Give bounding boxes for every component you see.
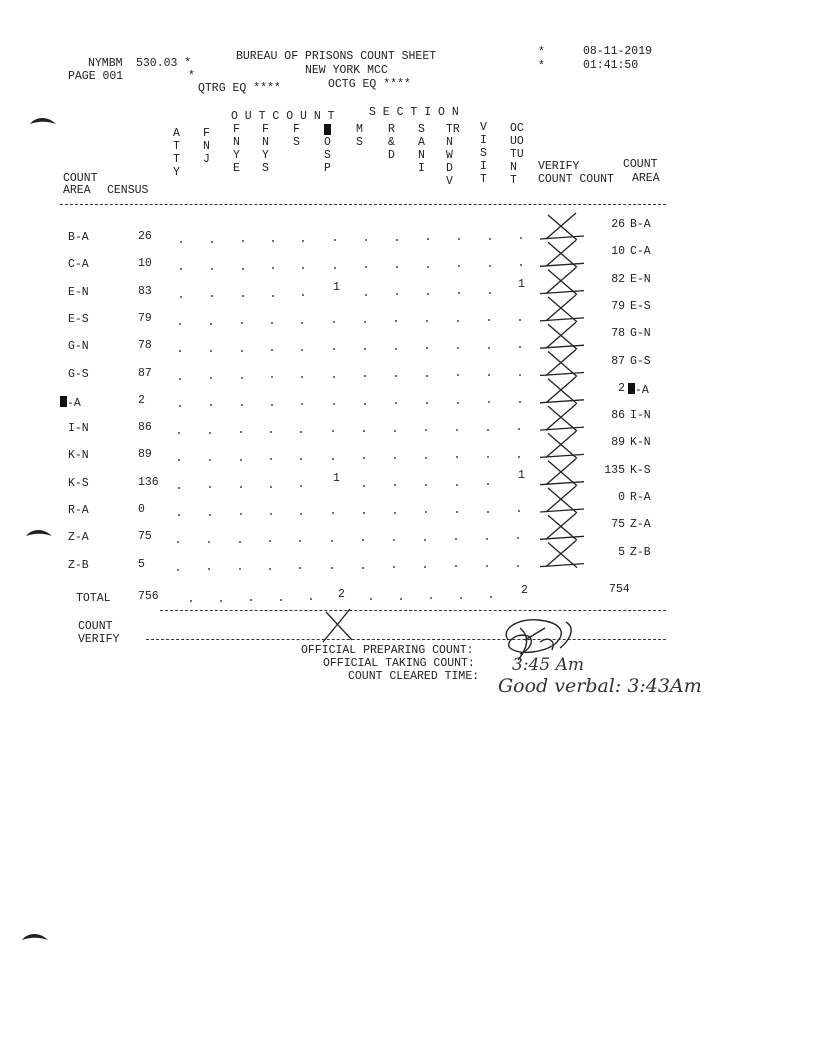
row-count: 5: [618, 545, 625, 559]
row-count: 79: [611, 299, 625, 313]
column-header-letter: I: [418, 162, 425, 175]
row-count-area-right: K-N: [630, 436, 651, 450]
row-count-area: -A: [60, 396, 81, 410]
verify-underline: [540, 536, 584, 539]
footer-verify-label: VERIFY: [78, 633, 120, 646]
outcount-header: O U T C O U N T: [231, 110, 335, 123]
column-header-letter: S: [418, 123, 425, 136]
verify-x-mark: [546, 268, 577, 295]
column-header-letter: S: [480, 147, 487, 160]
row-count-area: E-S: [68, 312, 89, 326]
column-header-letter: T: [173, 140, 180, 153]
page-label: PAGE 001: [68, 70, 124, 83]
verify-x-mark: [546, 240, 577, 267]
row-count: 86: [611, 409, 625, 423]
row-count: 89: [611, 436, 625, 450]
row-census: 2: [138, 393, 145, 407]
row-count-area-right: R-A: [630, 491, 651, 504]
column-header-letter: T: [480, 173, 487, 186]
column-header-letter: T: [173, 153, 180, 166]
column-header-letter: W: [446, 149, 453, 162]
verify-underline: [540, 564, 584, 567]
row-census: 0: [138, 503, 145, 516]
row-count-area: G-N: [68, 340, 89, 354]
punch-hole-marks: [22, 118, 56, 940]
facility-name: NEW YORK MCC: [305, 64, 388, 77]
row-count-area: Z-B: [68, 558, 89, 572]
row-count-area-right: B-A: [630, 218, 651, 231]
column-header-letter: D: [388, 149, 395, 162]
date-star: *: [538, 46, 545, 59]
verify-x-mark: [546, 541, 577, 568]
column-header-letter: N: [446, 136, 453, 149]
column-header-letter: N: [510, 161, 517, 174]
verify-x-mark: [546, 295, 577, 322]
verify-underline: [540, 482, 584, 485]
row-count-area-right: E-N: [630, 272, 651, 286]
column-header-letter: A: [418, 136, 425, 149]
column-header-letter: S: [324, 149, 331, 162]
count-cleared-label: COUNT CLEARED TIME:: [348, 670, 480, 683]
verify-underline: [540, 509, 584, 512]
column-header-letter: P: [324, 162, 331, 175]
count-verify-x-mark: [323, 609, 352, 642]
row-outcount-ocnt: 1: [518, 277, 525, 291]
total-census: 756: [138, 590, 159, 603]
column-header-letter: N: [203, 140, 210, 153]
row-count-area-right: -A: [628, 383, 649, 397]
qtrg-label: QTRG EQ ****: [198, 82, 281, 95]
row-count: 87: [611, 354, 625, 368]
row-census: 89: [138, 448, 152, 462]
row-count-area: I-N: [68, 422, 89, 436]
column-header-letter: S: [356, 136, 363, 149]
verify-underline: [540, 318, 584, 321]
row-count-area: R-A: [68, 504, 89, 517]
column-header-letter: M: [356, 123, 363, 136]
column-header-letter: Y: [262, 149, 269, 162]
row-census: 75: [138, 530, 152, 544]
column-header-letter: F: [203, 127, 210, 140]
verify-count-label: COUNT COUNT: [538, 173, 614, 186]
column-header-letter: TU: [510, 148, 524, 161]
verify-x-mark: [546, 377, 577, 404]
column-header-letter: V: [446, 175, 453, 188]
column-header-letter: E: [233, 162, 240, 175]
row-count: 2: [618, 381, 625, 395]
system-code: NYMBM: [88, 57, 123, 70]
signature-scribble: [506, 620, 571, 660]
column-header-letter: F: [293, 123, 300, 136]
column-header-letter: UO: [510, 135, 524, 148]
row-count-area-right: E-S: [630, 299, 651, 313]
report-id: 530.03 *: [136, 57, 192, 70]
column-header-letter: TR: [446, 123, 460, 136]
verify-underline: [540, 400, 584, 403]
row-count-area-right: C-A: [630, 245, 651, 259]
row-census: 86: [138, 421, 152, 435]
column-header-letter: I: [480, 134, 487, 147]
row-count-area-right: Z-A: [630, 518, 651, 532]
column-header-letter: N: [233, 136, 240, 149]
footer-count-label: COUNT: [78, 620, 113, 633]
row-count: 135: [604, 463, 625, 477]
row-count-area: E-N: [68, 285, 89, 299]
total-label: TOTAL: [76, 592, 111, 605]
column-header-letter: T: [510, 174, 517, 187]
row-count: 82: [611, 272, 625, 286]
star-mark: *: [188, 70, 195, 83]
column-header-letter: O: [324, 136, 331, 149]
report-title: BUREAU OF PRISONS COUNT SHEET: [236, 50, 437, 63]
total-count: 754: [609, 583, 630, 596]
column-header-letter: J: [203, 153, 210, 166]
column-header-letter: &: [388, 136, 395, 149]
column-header-letter: V: [480, 121, 487, 134]
row-count: 78: [611, 327, 625, 341]
section-header: S E C T I O N: [369, 106, 459, 119]
verify-x-mark: [546, 459, 577, 486]
verify-underline: [540, 291, 584, 294]
verify-checkmarks: [540, 213, 584, 568]
verify-x-mark: [546, 322, 577, 349]
row-count-area-right: K-S: [630, 463, 651, 477]
column-header-letter: F: [262, 123, 269, 136]
verify-underline: [540, 373, 584, 376]
column-header-letter: A: [173, 127, 180, 140]
verify-x-mark: [546, 513, 577, 540]
row-count-area: K-N: [68, 449, 89, 463]
row-census: 79: [138, 311, 152, 325]
column-header-letter: D: [446, 162, 453, 175]
total-outcount-ocnt: 2: [521, 584, 528, 597]
row-count-area-right: I-N: [630, 409, 651, 423]
row-census: 10: [138, 257, 152, 271]
row-census: 78: [138, 339, 152, 353]
row-census: 5: [138, 557, 145, 571]
official-taking-label: OFFICIAL TAKING COUNT:: [323, 657, 475, 670]
column-header-letter: I: [480, 160, 487, 173]
row-outcount-osp: 1: [333, 280, 340, 294]
row-outcount-osp: 1: [333, 471, 340, 485]
area-label: AREA: [63, 184, 91, 197]
column-header-letter: N: [262, 136, 269, 149]
row-census: 26: [138, 230, 152, 243]
total-outcount-osp: 2: [338, 588, 345, 601]
row-count: 26: [611, 218, 625, 231]
verify-underline: [540, 427, 584, 430]
column-header-letter: S: [293, 136, 300, 149]
row-count-area: K-S: [68, 476, 89, 490]
verify-x-mark: [546, 213, 577, 240]
octg-label: OCTG EQ ****: [328, 78, 411, 91]
row-count-area-right: G-N: [630, 327, 651, 341]
row-outcount-ocnt: 1: [518, 468, 525, 482]
row-count-area: Z-A: [68, 531, 89, 545]
column-header-letter: F: [233, 123, 240, 136]
official-preparing-label: OFFICIAL PREPARING COUNT:: [301, 644, 474, 657]
report-time: 01:41:50: [583, 59, 639, 72]
handwritten-time: 3:45 Am: [512, 655, 584, 675]
handwritten-note: Good verbal: 3:43Am: [498, 675, 702, 697]
verify-underline: [540, 345, 584, 348]
verify-label: VERIFY: [538, 160, 580, 173]
column-header-letter: N: [418, 149, 425, 162]
row-count-area-right: Z-B: [630, 545, 651, 559]
count-area-label: COUNT: [63, 172, 98, 185]
verify-x-mark: [546, 350, 577, 377]
column-header-letter: Y: [233, 149, 240, 162]
row-count: 10: [611, 245, 625, 259]
column-header-letter: OC: [510, 122, 524, 135]
row-count-area: C-A: [68, 258, 89, 272]
verify-underline: [540, 454, 584, 457]
column-header-letter: Y: [173, 166, 180, 179]
row-count-area-right: G-S: [630, 354, 651, 368]
row-census: 83: [138, 284, 152, 298]
verify-x-mark: [546, 431, 577, 458]
row-count: 75: [611, 518, 625, 532]
census-label: CENSUS: [107, 184, 149, 197]
count-area-right-label: COUNT: [623, 158, 658, 171]
column-header-letter: R: [388, 123, 395, 136]
time-star: *: [538, 60, 545, 73]
verify-x-mark: [546, 404, 577, 431]
report-date: 08-11-2019: [583, 45, 653, 58]
verify-x-mark: [546, 486, 577, 513]
area-right-label: AREA: [632, 172, 660, 185]
verify-underline: [540, 263, 584, 266]
column-header-letter: S: [262, 162, 269, 175]
row-census: 87: [138, 366, 152, 380]
row-count-area: G-S: [68, 367, 89, 381]
verify-underline: [540, 236, 584, 239]
row-census: 136: [138, 475, 159, 489]
row-count-area: B-A: [68, 231, 89, 244]
row-count: 0: [618, 491, 625, 504]
